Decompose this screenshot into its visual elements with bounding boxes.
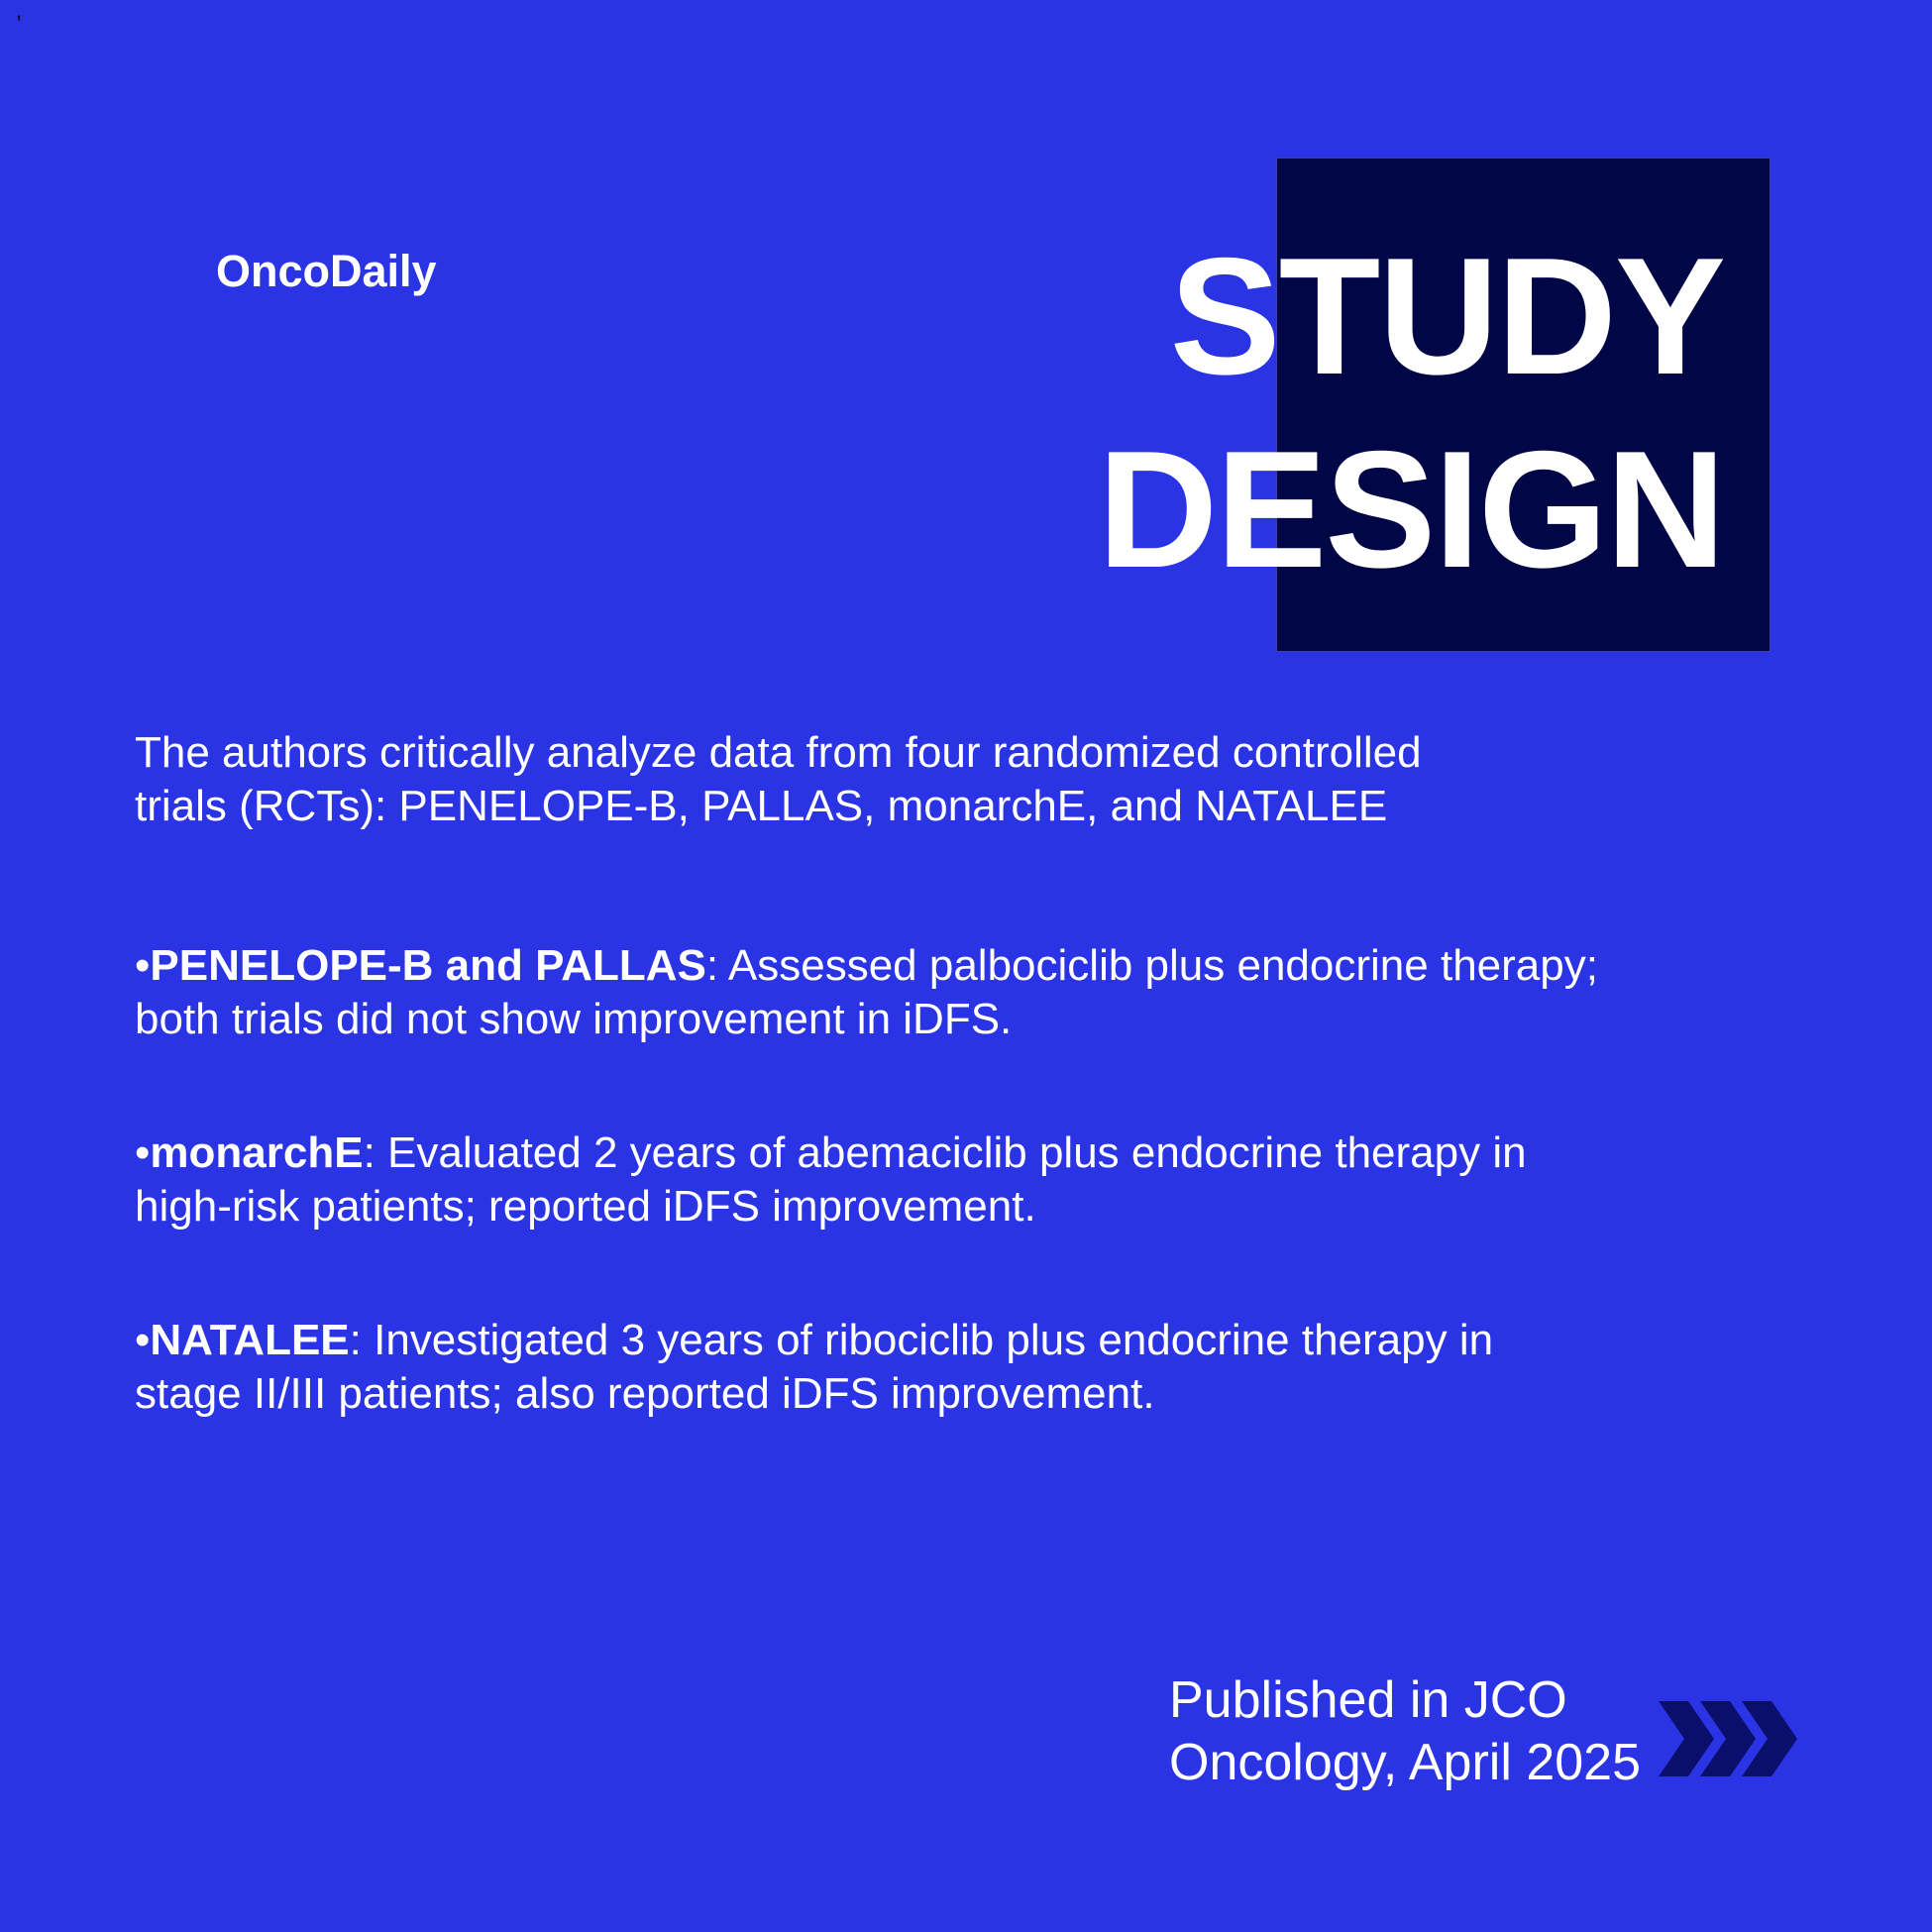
bullet-penelope-pallas: [135, 939, 1720, 1046]
bullet-label: monarchE: [150, 1128, 364, 1177]
page-title: [1090, 220, 1724, 606]
intro-paragraph: [135, 726, 1621, 833]
bullet-text: : Investigated 3 years of ribociclib plus endocrine therapy in: [349, 1316, 1494, 1364]
publication-line-2: Oncology, April 2025: [1169, 1734, 1641, 1791]
bullet-text: : Evaluated 2 years of abemaciclib plus endocrine therapy in: [363, 1128, 1527, 1177]
chevron-1: [1659, 1701, 1714, 1776]
bullet-line-2: both trials did not show improvement in iDFS.: [135, 995, 1013, 1043]
bullet-line-1: [135, 939, 1720, 993]
bullet-monarche: [135, 1127, 1720, 1234]
bullet-line-1: [135, 1127, 1720, 1180]
publication-info: [1169, 1669, 1641, 1794]
bullet-label: NATALEE: [150, 1316, 350, 1364]
intro-line-2: trials (RCTs): PENELOPE-B, PALLAS, monarchE, and NATALEE: [135, 782, 1388, 830]
title-line-1: STUDY: [1169, 223, 1724, 409]
bullet-marker: •: [135, 941, 151, 990]
bullet-marker: •: [135, 1316, 151, 1364]
bullet-line-1: [135, 1314, 1720, 1367]
corner-mark: ,: [16, 0, 23, 23]
triple-chevron-right-icon[interactable]: [1657, 1701, 1801, 1776]
bullet-text: : Assessed palbociclib plus endocrine therapy;: [705, 941, 1598, 990]
bullet-label: PENELOPE-B and PALLAS: [150, 941, 706, 990]
bullet-marker: •: [135, 1128, 151, 1177]
brand-name: OncoDaily: [216, 246, 437, 296]
publication-line-1: Published in JCO: [1169, 1671, 1567, 1729]
bullet-natalee: [135, 1314, 1720, 1421]
bullet-line-2: stage II/III patients; also reported iDFS improvement.: [135, 1369, 1155, 1418]
intro-line-1: The authors critically analyze data from four randomized controlled: [135, 728, 1422, 777]
title-line-2: DESIGN: [1097, 416, 1724, 602]
bullet-line-2: high-risk patients; reported iDFS improvement.: [135, 1182, 1036, 1231]
